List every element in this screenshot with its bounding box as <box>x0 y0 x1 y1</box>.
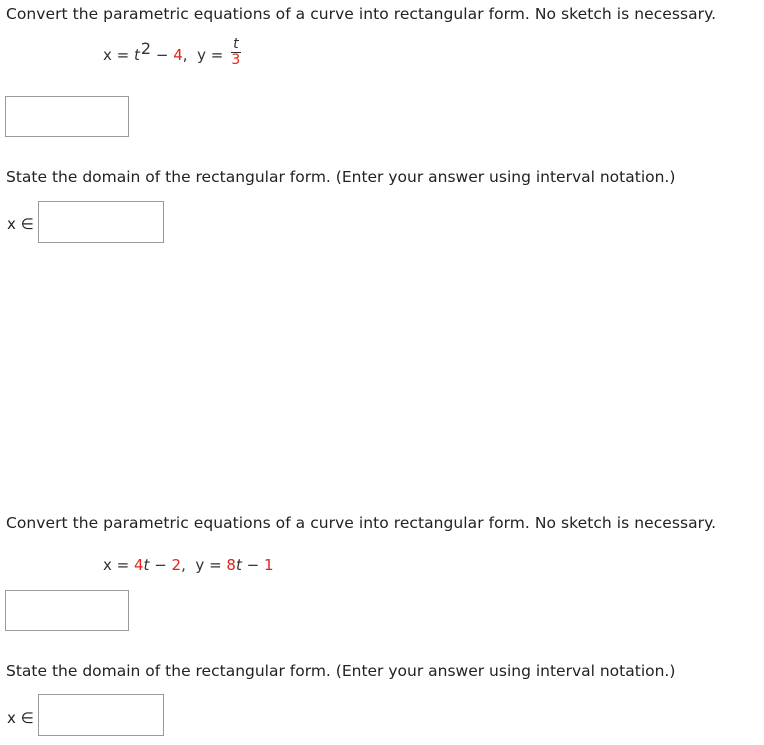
equals-sign: = <box>111 556 134 574</box>
parametric-equation <box>103 36 241 71</box>
domain-prompt: State the domain of the rectangular form. (Enter your answer using interval notation.) <box>6 168 676 186</box>
problem-prompt: Convert the parametric equations of a curve into rectangular form. No sketch is necessary. <box>6 5 717 23</box>
parametric-equation <box>103 556 274 574</box>
fraction-numerator: t <box>233 36 239 52</box>
equals-sign: = <box>204 556 227 574</box>
domain-input[interactable] <box>38 694 164 736</box>
coefficient: 4 <box>134 556 144 574</box>
fraction-denominator: 3 <box>231 52 241 68</box>
rectangular-form-input[interactable] <box>5 96 129 137</box>
exponent: 2 <box>140 39 152 58</box>
constant-term: 2 <box>171 556 182 574</box>
domain-label: x ∈ <box>7 215 34 233</box>
domain-input[interactable] <box>38 201 164 243</box>
separator: , <box>182 46 188 64</box>
y-variable: y <box>195 556 205 574</box>
minus-sign: − <box>241 556 264 574</box>
coefficient: 8 <box>226 556 236 574</box>
t-variable: t <box>235 556 242 574</box>
minus-sign: − <box>151 46 174 64</box>
problem-prompt: Convert the parametric equations of a curve into rectangular form. No sketch is necessary. <box>6 514 717 532</box>
fraction <box>231 37 241 68</box>
equals-sign: = <box>111 46 134 64</box>
equals-sign: = <box>205 46 229 64</box>
domain-label: x ∈ <box>7 709 34 727</box>
y-variable: y <box>197 46 206 64</box>
t-variable: t <box>143 556 150 574</box>
constant-term: 1 <box>263 556 274 574</box>
x-variable: x <box>103 556 112 574</box>
separator: , <box>181 556 186 574</box>
minus-sign: − <box>149 556 172 574</box>
constant-term: 4 <box>173 46 183 64</box>
x-variable: x <box>103 46 112 64</box>
rectangular-form-input[interactable] <box>5 590 129 631</box>
t-variable: t <box>134 46 140 64</box>
domain-prompt: State the domain of the rectangular form. (Enter your answer using interval notation.) <box>6 662 676 680</box>
